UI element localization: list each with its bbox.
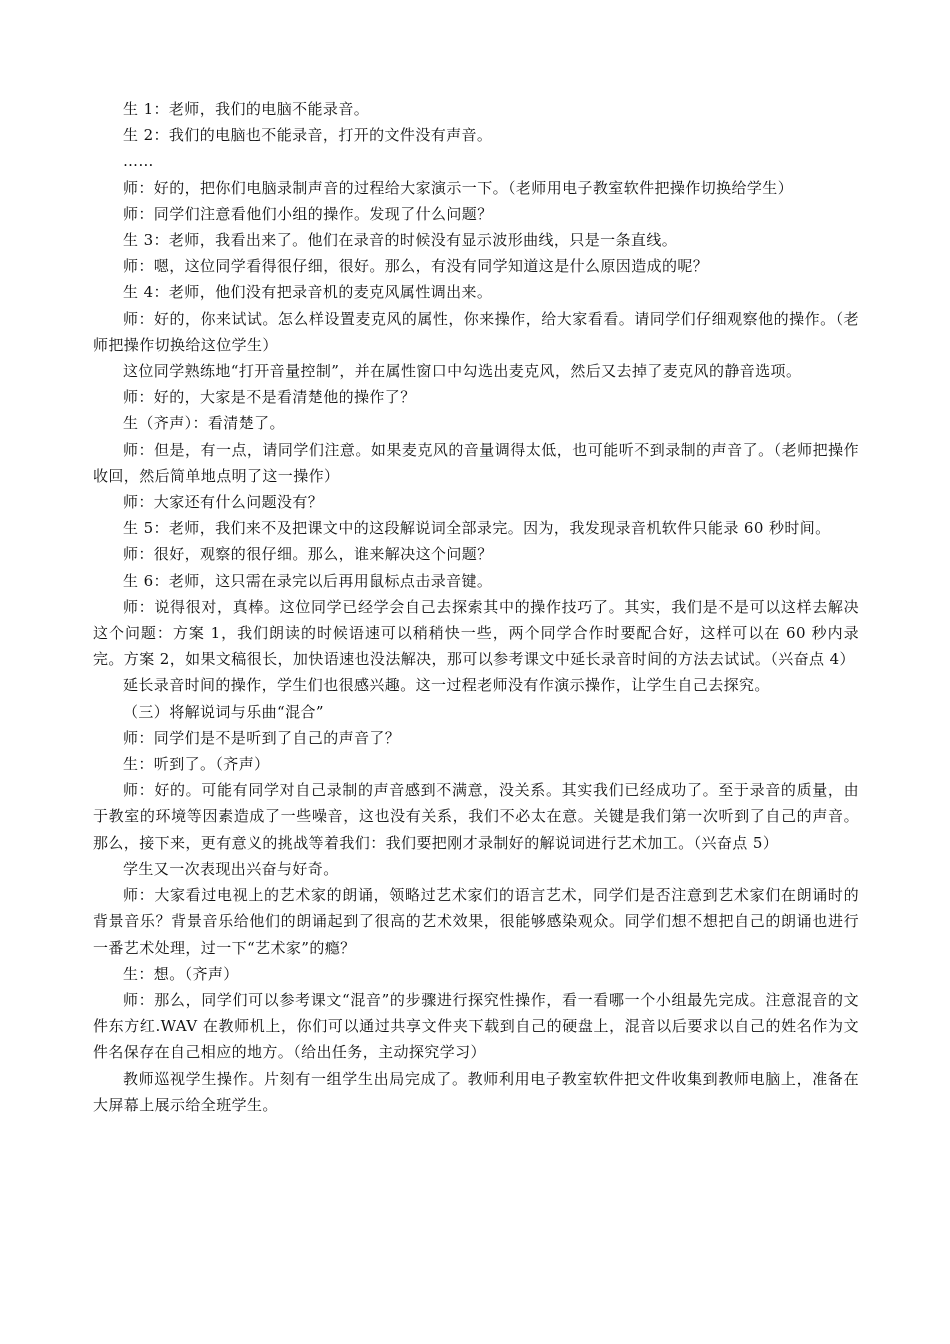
paragraph: 学生又一次表现出兴奋与好奇。 bbox=[123, 859, 339, 878]
paragraph: 师：好的，你来试试。怎么样设置麦克风的属性，你来操作，给大家看看。请同学们仔细观察他的操作。（老师把操作切换给这位学生） bbox=[93, 309, 859, 354]
paragraph: 师：同学们注意看他们小组的操作。发现了什么问题？ bbox=[123, 204, 493, 223]
paragraph: 生（齐声）：看清楚了。 bbox=[123, 414, 285, 433]
paragraph: 师：大家看过电视上的艺术家的朗诵，领略过艺术家们的语言艺术，同学们是否注意到艺术家们在朗诵时的背景音乐？背景音乐给他们的朗诵起到了很高的艺术效果，很能够感染观众。同学们想不想把自己的朗诵也进行一番艺术处理，过一下“艺术家”的瘾？ bbox=[93, 886, 859, 957]
paragraph: 师：那么，同学们可以参考课文“混音”的步骤进行探究性操作，看一看哪一个小组最先完成。注意混音的文件东方红.WAV 在教师机上，你们可以通过共享文件夹下载到自己的硬盘上，混音以后要求以自己的姓名作为文件名保存在自己相应的地方。（给出任务，主动探究学习） bbox=[93, 990, 859, 1062]
paragraph: 师：同学们是不是听到了自己的声音了？ bbox=[123, 728, 401, 747]
paragraph: 师：很好，观察的很仔细。那么，谁来解决这个问题？ bbox=[123, 545, 493, 564]
paragraph: 师：好的，大家是不是看清楚他的操作了？ bbox=[123, 388, 416, 407]
paragraph: 生 3：老师，我看出来了。他们在录音的时候没有显示波形曲线，只是一条直线。 bbox=[123, 231, 678, 250]
paragraph: 师：好的。可能有同学对自己录制的声音感到不满意，没关系。其实我们已经成功了。至于录音的质量，由于教室的环境等因素造成了一些噪音，这也没有关系，我们不必太在意。关键是我们第一次听到了自己的声音。那么，接下来，更有意义的挑战等着我们：我们要把刚才录制好的解说词进行艺术加工。（兴奋点 5） bbox=[93, 781, 859, 852]
paragraph: 延长录音时间的操作，学生们也很感兴趣。这一过程老师没有作演示操作，让学生自己去探究。 bbox=[123, 676, 770, 695]
document-body bbox=[93, 96, 859, 1118]
paragraph: 师：好的，把你们电脑录制声音的过程给大家演示一下。（老师用电子教室软件把操作切换给学生） bbox=[123, 178, 794, 197]
paragraph: 师：大家还有什么问题没有？ bbox=[123, 493, 324, 512]
paragraph: 师：嗯，这位同学看得很仔细，很好。那么，有没有同学知道这是什么原因造成的呢？ bbox=[123, 257, 709, 276]
paragraph: 生 5：老师，我们来不及把课文中的这段解说词全部录完。因为，我发现录音机软件只能录 60 秒时间。 bbox=[123, 519, 831, 538]
paragraph: 生 2：我们的电脑也不能录音，打开的文件没有声音。 bbox=[123, 126, 493, 145]
paragraph: 师：但是，有一点，请同学们注意。如果麦克风的音量调得太低，也可能听不到录制的声音了。（老师把操作收回，然后简单地点明了这一操作） bbox=[93, 440, 859, 485]
paragraph: 生：想。（齐声） bbox=[123, 964, 239, 983]
paragraph: 生 4：老师，他们没有把录音机的麦克风属性调出来。 bbox=[123, 283, 493, 302]
paragraph: 生 6：老师，这只需在录完以后再用鼠标点击录音键。 bbox=[123, 571, 493, 590]
paragraph: …… bbox=[123, 152, 154, 171]
paragraph: 师：说得很对，真棒。这位同学已经学会自己去探索其中的操作技巧了。其实，我们是不是可以这样去解决这个问题：方案 1，我们朗读的时候语速可以稍稍快一些，两个同学合作时要配合好，这样可以在 60 秒内录完。方案 2，如果文稿很长，加快语速也没法解决，那可以参考课文中延长录音时间的方法去试试。（兴奋点 4） bbox=[93, 597, 859, 669]
paragraph: 教师巡视学生操作。片刻有一组学生出局完成了。教师利用电子教室软件把文件收集到教师电脑上，准备在大屏幕上展示给全班学生。 bbox=[93, 1069, 859, 1114]
paragraph: 生 1：老师，我们的电脑不能录音。 bbox=[123, 100, 370, 118]
paragraph: 这位同学熟练地“打开音量控制”，并在属性窗口中勾选出麦克风，然后又去掉了麦克风的静音选项。 bbox=[123, 362, 802, 381]
section-heading: （三）将解说词与乐曲“混合” bbox=[123, 702, 324, 721]
paragraph: 生：听到了。（齐声） bbox=[123, 755, 270, 774]
